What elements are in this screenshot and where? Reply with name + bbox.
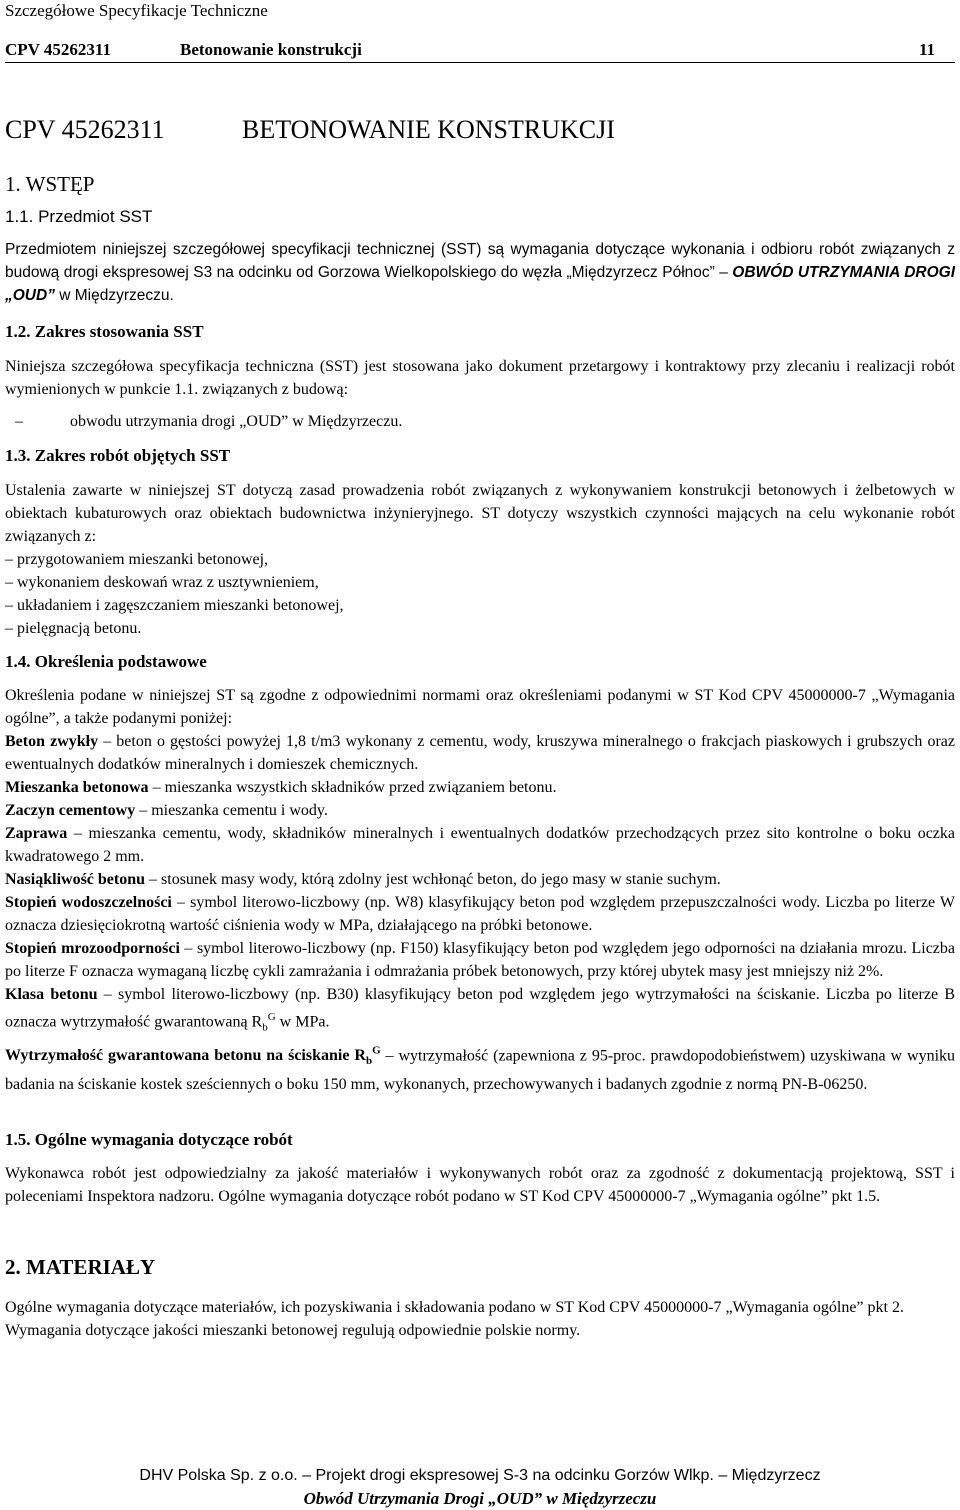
list-item: – obwodu utrzymania drogi „OUD” w Międzyrzeczu. [15, 413, 403, 430]
definition: Stopień mrozoodporności – symbol literowo-liczbowy (np. F150) klasyfikujący beton pod względem jego odporności na działania mrozu. Liczba po literze F oznacza wymaganą liczbę cykli zamrażania i odmrażania próbek betonowych, przy której ubytek masy jest mniejszy niż 2%. [5, 940, 955, 980]
section-1-1-text-b: w Międzyrzeczu. [54, 287, 174, 304]
section-2-text-2: Wymagania dotyczące jakości mieszanki betonowej regulują odpowiednie polskie normy. [5, 1322, 581, 1339]
page-footer [0, 1464, 960, 1510]
section-2-text [5, 1296, 955, 1342]
header-cpv: CPV 45262311 [5, 40, 111, 59]
section-1-5-text: Wykonawca robót jest odpowiedzialny za jakość materiałów i wykonywanych robót oraz za zgodność z dokumentacją projektową, SST i poleceniami Inspektora nadzoru. Ogólne wymagania dotyczące robót podano w ST Kod CPV 45000000-7 „Wymagania ogólne” pkt 1.5. [5, 1165, 955, 1205]
section-1-2-text: Niniejsza szczegółowa specyfikacja techniczna (SST) jest stosowana jako dokument przetargowy i kontraktowy przy zlecaniu i realizacji robót wymienionych w punkcie 1.1. związanych z budową: [5, 358, 955, 398]
main-title-cpv: CPV 45262311 [5, 115, 165, 144]
section-1-1-text [5, 238, 955, 307]
section-2-text-1: Ogólne wymagania dotyczące materiałów, ich pozyskiwania i składowania podano w ST Kod CPV 45000000-7 „Wymagania ogólne” pkt 2. [5, 1299, 904, 1316]
section-2-heading: 2. MATERIAŁY [5, 1255, 156, 1279]
page-header [5, 38, 955, 63]
definition: Zaprawa – mieszanka cementu, wody, składników mineralnych i ewentualnych dodatków przechodzących przez sito kontrolne o boku oczka kwadratowego 2 mm. [5, 825, 955, 865]
definition: Mieszanka betonowa – mieszanka wszystkich składników przed związaniem betonu. [5, 779, 557, 796]
list-item: – przygotowaniem mieszanki betonowej, [5, 551, 269, 568]
main-title [5, 113, 905, 147]
definition: Nasiąkliwość betonu – stosunek masy wody, którą zdolny jest wchłonąć beton, do jego masy w stanie suchym. [5, 871, 721, 888]
section-1-4-defs [5, 684, 955, 1096]
list-item: – układaniem i zagęszczaniem mieszanki betonowej, [5, 597, 344, 614]
section-1-2-heading: 1.2. Zakres stosowania SST [5, 322, 204, 341]
section-1-1-text-em: OBWÓD UTRZYMANIA DROGI „OUD” [5, 264, 955, 304]
main-title-text: BETONOWANIE KONSTRUKCJI [242, 115, 615, 144]
page-number: 11 [918, 40, 935, 59]
section-1-2-list [5, 411, 955, 433]
section-1-3-text: Ustalenia zawarte w niniejszej ST dotyczą zasad prowadzenia robót związanych z wykonywaniem konstrukcji betonowych i żelbetowych w obiektach kubaturowych oraz obiektach budownictwa inżynieryjnego. ST dotyczy wszystkich czynności mających na celu wykonanie robót związanych z: [5, 482, 955, 545]
definition-klasa: Klasa betonu – symbol literowo-liczbowy (np. B30) klasyfikujący beton pod względem jego wytrzymałości na ściskanie. Liczba po literze B oznacza wytrzymałość gwarantowaną $R_b^G$ w MPa. [5, 986, 955, 1034]
definition: Stopień wodoszczelności – symbol literowo-liczbowy (np. W8) klasyfikujący beton pod względem przepuszczalności wody. Liczba po literze W oznacza dziesięciokrotną wartość ciśnienia wody w MPa, działającego na próbki betonowe. [5, 894, 956, 934]
definition-wytrzymalosc: Wytrzymałość gwarantowana betonu na ściskanie $R_b^G$ – wytrzymałość (zapewniona z 95-proc. prawdopodobieństwem) uzyskiwana w wyniku badania na ściskanie kostek sześciennych o boku 150 mm, wykonanych, przechowywanych i badanych zgodnie z normą PN-B-06250. [5, 1044, 956, 1094]
section-1-4-intro: Określenia podane w niniejszej ST są zgodne z odpowiednimi normami oraz określeniami podanymi w ST Kod CPV 45000000-7 „Wymagania ogólne”, a także podanymi poniżej: [5, 687, 955, 727]
definition: Zaczyn cementowy – mieszanka cementu i wody. [5, 802, 328, 819]
section-1-5-heading: 1.5. Ogólne wymagania dotyczące robót [5, 1130, 293, 1149]
header-title: Betonowanie konstrukcji [180, 40, 362, 59]
section-1-1-heading: 1.1. Przedmiot SST [5, 207, 153, 226]
list-item: – wykonaniem deskowań wraz z usztywnieniem, [5, 574, 319, 591]
document-title: Szczegółowe Specyfikacje Techniczne [5, 1, 268, 20]
section-1-heading: 1. WSTĘP [5, 172, 95, 196]
list-item: – pielęgnacją betonu. [5, 620, 142, 637]
footer-line-1: DHV Polska Sp. z o.o. – Projekt drogi ekspresowej S-3 na odcinku Gorzów Wlkp. – Międzyrzecz [139, 1467, 821, 1484]
definition: Beton zwykły – beton o gęstości powyżej 1,8 t/m3 wykonany z cementu, wody, kruszywa mineralnego o frakcjach piaskowych i grubszych oraz ewentualnych dodatków mineralnych i domieszek chemicznych. [5, 733, 956, 773]
section-1-3-heading: 1.3. Zakres robót objętych SST [5, 446, 231, 465]
section-1-1-text-a: Przedmiotem niniejszej szczegółowej specyfikacji technicznej (SST) są wymagania dotyczące wykonania i odbioru robót związanych z budową drogi ekspresowej S3 na odcinku od Gorzowa Wielkopolskiego do węzła „Międzyrzecz Północ” – [5, 241, 955, 281]
footer-line-2: Obwód Utrzymania Drogi „OUD” w Międzyrzeczu [303, 1489, 657, 1508]
section-1-4-heading: 1.4. Określenia podstawowe [5, 652, 207, 671]
section-1-3-list [5, 548, 955, 640]
